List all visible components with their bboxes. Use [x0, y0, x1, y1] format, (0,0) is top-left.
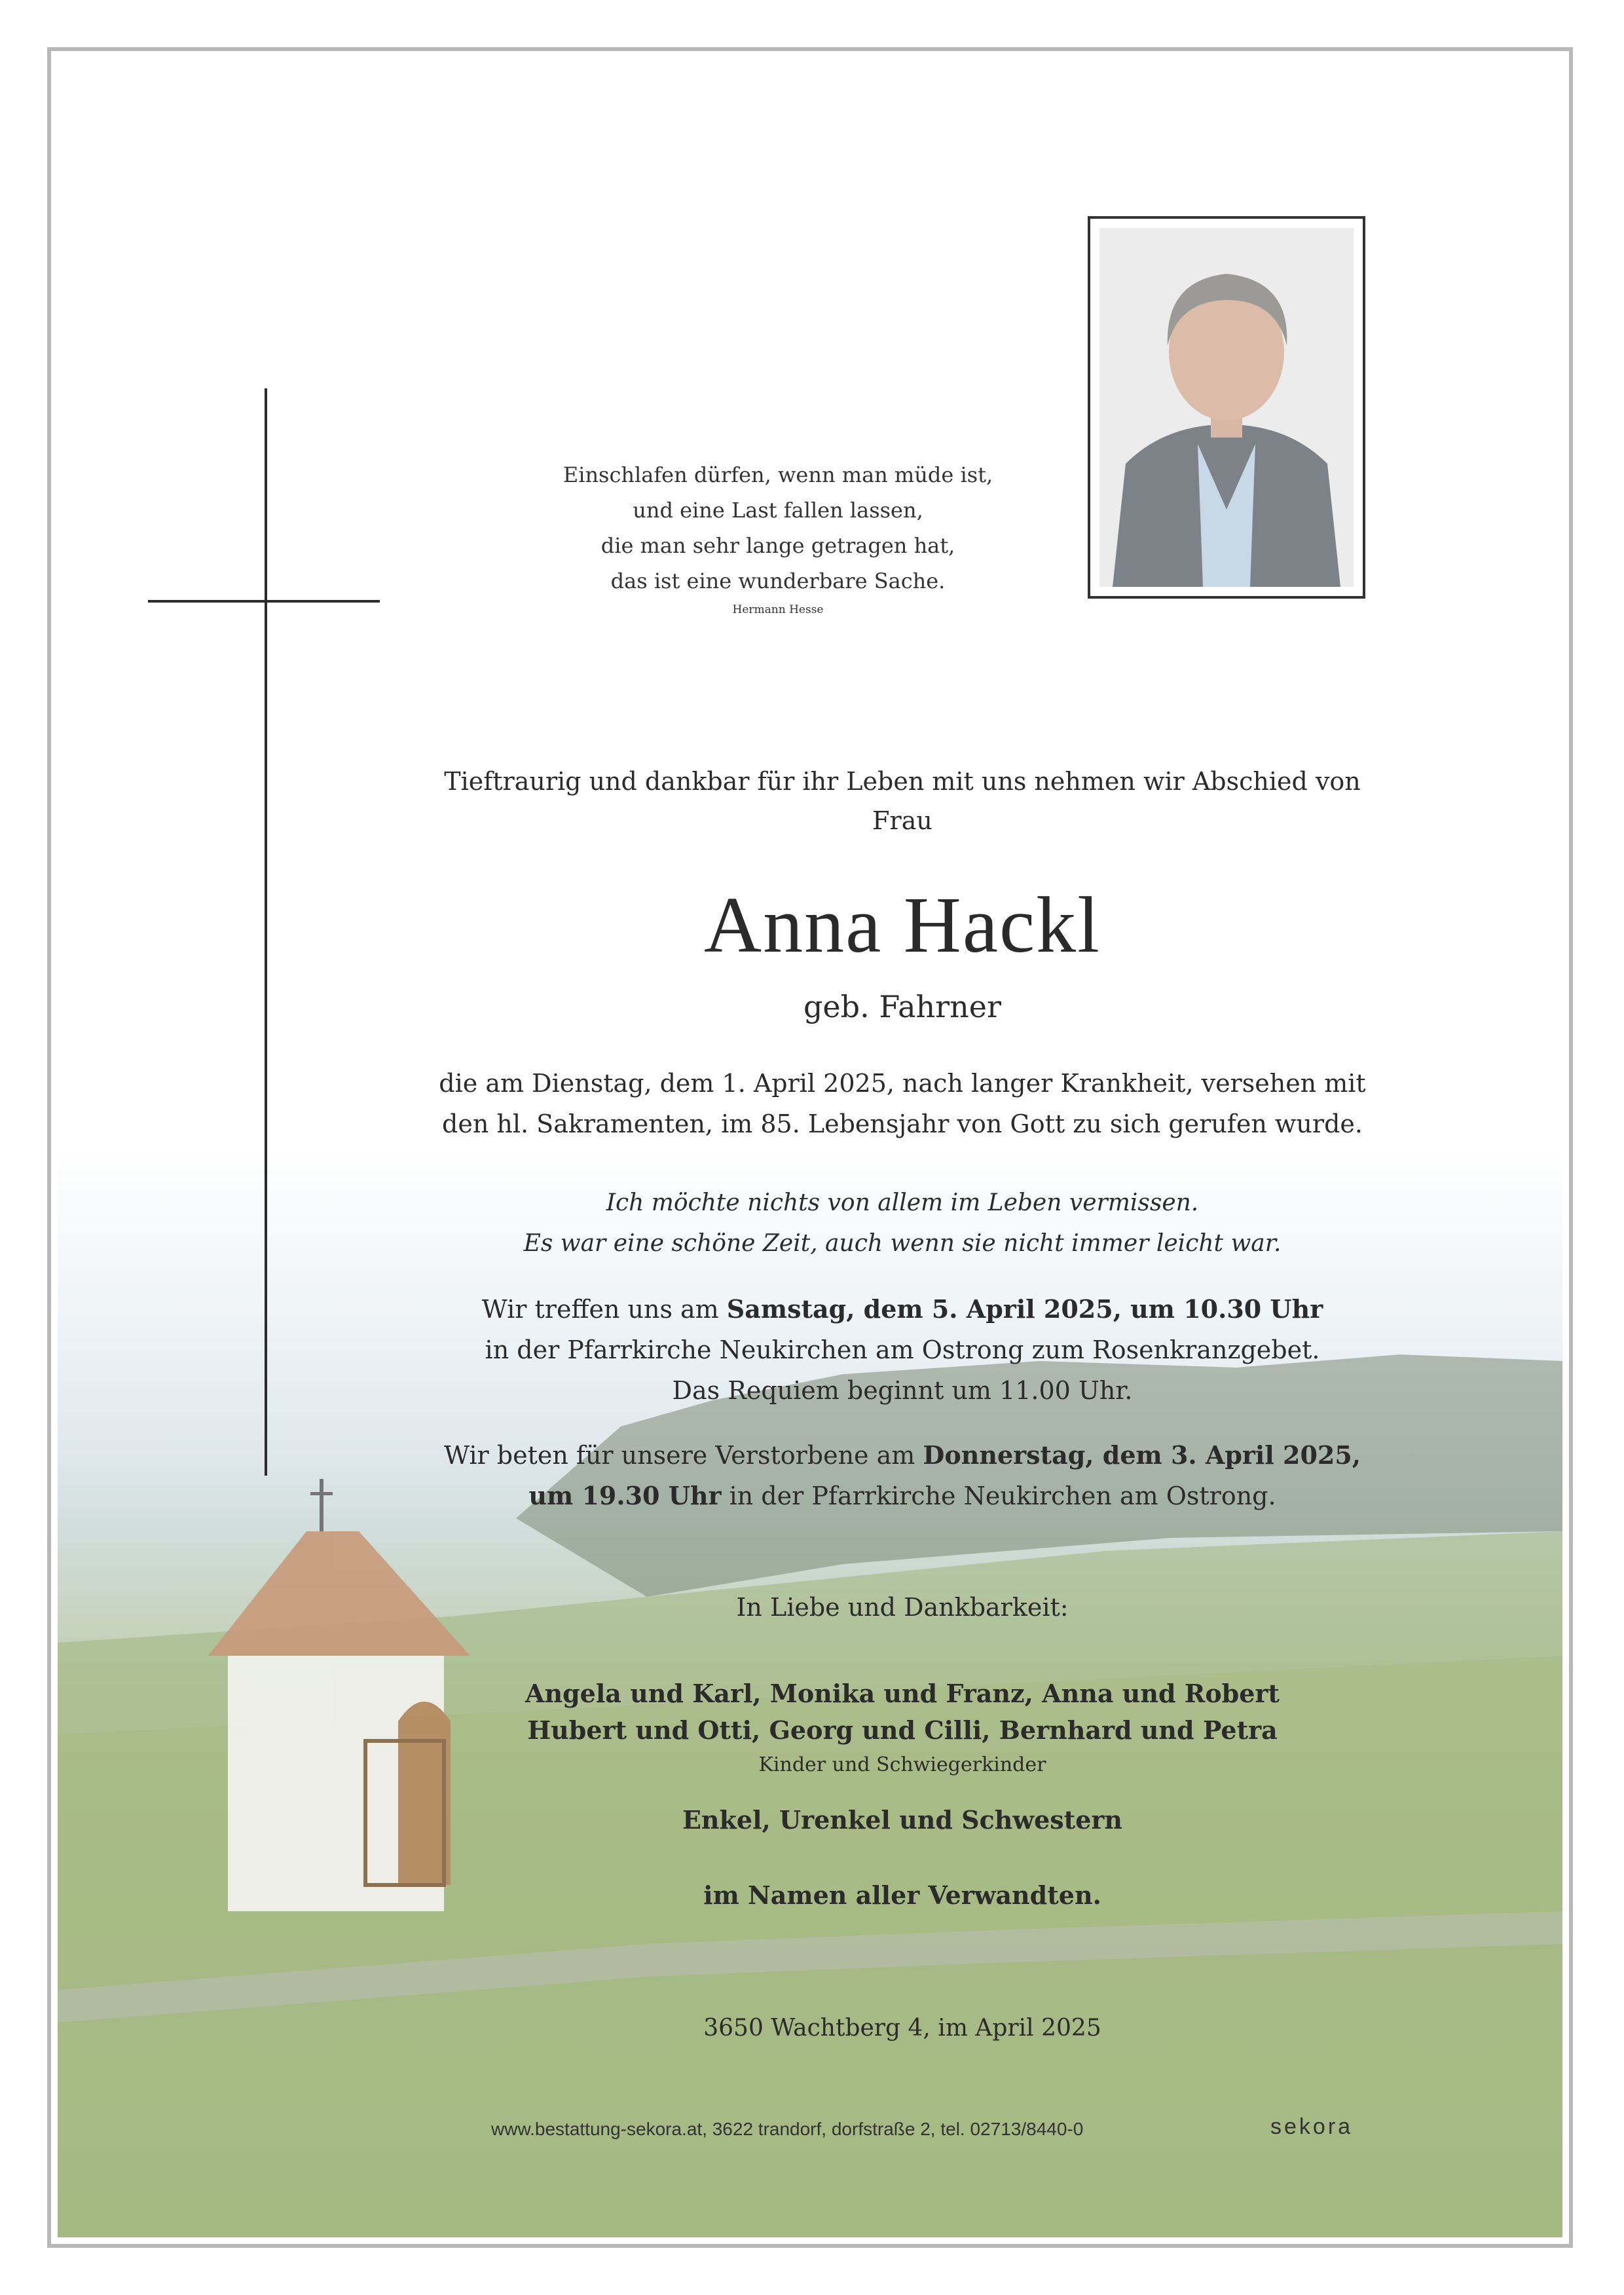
funeral-line: Das Requiem beginnt um 11.00 Uhr.: [672, 1376, 1133, 1405]
death-line: die am Dienstag, dem 1. April 2025, nach langer Krankheit, versehen mit: [439, 1069, 1366, 1098]
intro-line: Tieftraurig und dankbar für ihr Leben mit uns nehmen wir Abschied von: [444, 767, 1361, 796]
funeral-line: [346, 1289, 1459, 1330]
intro-line: Frau: [872, 806, 932, 835]
funeral-info: [346, 1289, 1459, 1411]
portrait-photo: [1099, 228, 1354, 587]
quote-line: und eine Last fallen lassen,: [633, 498, 923, 523]
funeral-line: in der Pfarrkirche Neukirchen am Ostrong zum Rosenkranzgebet.: [485, 1335, 1320, 1364]
family-list: [346, 1675, 1459, 1782]
footer-contact: www.bestattung-sekora.at, 3622 trandorf, dorfstraße 2, tel. 02713/8440-0: [491, 2119, 1084, 2139]
place-date: 3650 Wachtberg 4, im April 2025: [703, 2015, 1101, 2042]
quote-line: Einschlafen dürfen, wenn man müde ist,: [563, 462, 993, 487]
prayer-time: um 19.30 Uhr: [528, 1481, 722, 1510]
quote-line: das ist eine wunderbare Sache.: [610, 569, 946, 593]
death-notice: [346, 1063, 1459, 1144]
relatives-line: im Namen aller Verwandten.: [703, 1880, 1101, 1910]
prayer-line: [346, 1435, 1459, 1476]
funeral-text: Wir treffen uns am: [481, 1295, 727, 1324]
love-heading: In Liebe und Dankbarkeit:: [736, 1593, 1069, 1622]
family-caption: Kinder und Schwiegerkinder: [758, 1753, 1046, 1776]
deceased-name: Anna Hackl: [703, 881, 1101, 969]
family-line: Hubert und Otti, Georg und Cilli, Bernhard und Petra: [527, 1715, 1278, 1745]
prayer-date: Donnerstag, dem 3. April 2025,: [923, 1440, 1361, 1470]
prayer-info: [346, 1435, 1459, 1516]
quote-line: die man sehr lange getragen hat,: [600, 533, 955, 558]
prayer-line: [346, 1476, 1459, 1516]
family-line: Angela und Karl, Monika und Franz, Anna und Robert: [525, 1679, 1280, 1708]
motto: [346, 1183, 1459, 1264]
motto-line: Ich möchte nichts von allem im Leben vermissen.: [606, 1189, 1199, 1216]
grandchildren-line: Enkel, Urenkel und Schwestern: [682, 1805, 1123, 1835]
sekora-logo: sekora: [1270, 2114, 1354, 2139]
intro-text: [346, 762, 1459, 840]
funeral-date: Samstag, dem 5. April 2025, um 10.30 Uhr: [726, 1294, 1323, 1324]
death-line: den hl. Sakramenten, im 85. Lebensjahr von Gott zu sich gerufen wurde.: [442, 1110, 1363, 1138]
birth-name: geb. Fahrner: [803, 989, 1002, 1024]
motto-line: Es war eine schöne Zeit, auch wenn sie nicht immer leicht war.: [523, 1230, 1282, 1257]
portrait-frame: [1088, 216, 1365, 599]
cross-horizontal-bar: [148, 600, 380, 603]
prayer-place: in der Pfarrkirche Neukirchen am Ostrong.: [721, 1482, 1276, 1510]
cross-vertical-bar: [265, 388, 267, 1476]
card-area: [58, 58, 1562, 2237]
quote-author: Hermann Hesse: [732, 603, 824, 616]
quote: [451, 457, 1105, 621]
prayer-text: Wir beten für unsere Verstorbene am: [443, 1441, 923, 1470]
